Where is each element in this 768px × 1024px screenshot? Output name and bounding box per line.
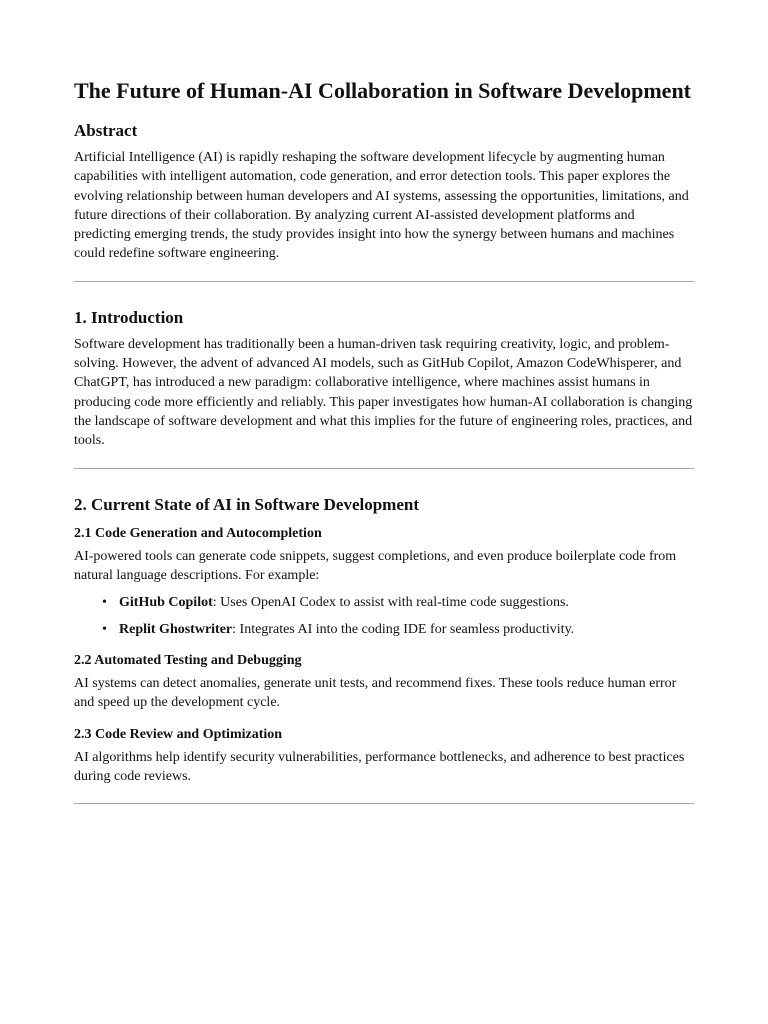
- current-state-heading: 2. Current State of AI in Software Development: [74, 494, 419, 514]
- document-title: The Future of Human-AI Collaboration in Software Development: [74, 78, 692, 103]
- abstract-heading: Abstract: [74, 121, 138, 140]
- introduction-text: Software development has traditionally been a human-driven task requiring creativity, logic, and problem-solving. However, the advent of advanced AI models, such as GitHub Copilot, Amazon CodeWhisperer, and ChatGPT, has introduced a new paradigm: collaborative intelligence, where machines assist humans in producing code more efficiently and reliably. This paper investigates how human-AI collaboration is changing the landscape of software development and what this implies for the future of engineering roles, practices, and tools.: [74, 336, 693, 449]
- testing-text: AI systems can detect anomalies, generate unit tests, and recommend fixes. These tools reduce human error and speed up the development cycle.: [74, 676, 677, 711]
- list-item-term: Replit Ghostwriter: [119, 622, 233, 638]
- tool-list: [74, 593, 694, 639]
- list-item: [102, 593, 694, 612]
- section-divider: [74, 803, 694, 804]
- subsection-heading-testing: 2.2 Automated Testing and Debugging: [74, 653, 302, 669]
- abstract-text: Artificial Intelligence (AI) is rapidly reshaping the software development lifecycle by augmenting human capabilities with intelligent automation, code generation, and error detection tools. This paper explores the evolving relationship between human developers and AI systems, assessing the opportunities, limitations, and future directions of their collaboration. By analyzing current AI-assisted development platforms and predicting emerging trends, the study provides insight into how the synergy between humans and machines could redefine software engineering.: [74, 150, 689, 262]
- list-item-term: GitHub Copilot: [119, 595, 213, 611]
- list-item-description: : Uses OpenAI Codex to assist with real-time code suggestions.: [212, 595, 569, 611]
- subsection-heading-code-review: 2.3 Code Review and Optimization: [74, 726, 283, 742]
- bullet-icon: •: [102, 595, 107, 611]
- section-divider: [74, 468, 694, 469]
- code-review-text: AI algorithms help identify security vulnerabilities, performance bottlenecks, and adherence to best practices during code reviews.: [74, 749, 685, 785]
- list-item-description: : Integrates AI into the coding IDE for seamless productivity.: [232, 622, 575, 638]
- introduction-heading: 1. Introduction: [74, 307, 184, 327]
- list-item: [102, 620, 694, 639]
- section-divider: [74, 281, 694, 282]
- code-generation-text: AI-powered tools can generate code snippets, suggest completions, and even produce boilerplate code from natural language descriptions. For example:: [74, 548, 677, 583]
- subsection-heading-code-generation: 2.1 Code Generation and Autocompletion: [74, 525, 322, 541]
- bullet-icon: •: [102, 622, 107, 638]
